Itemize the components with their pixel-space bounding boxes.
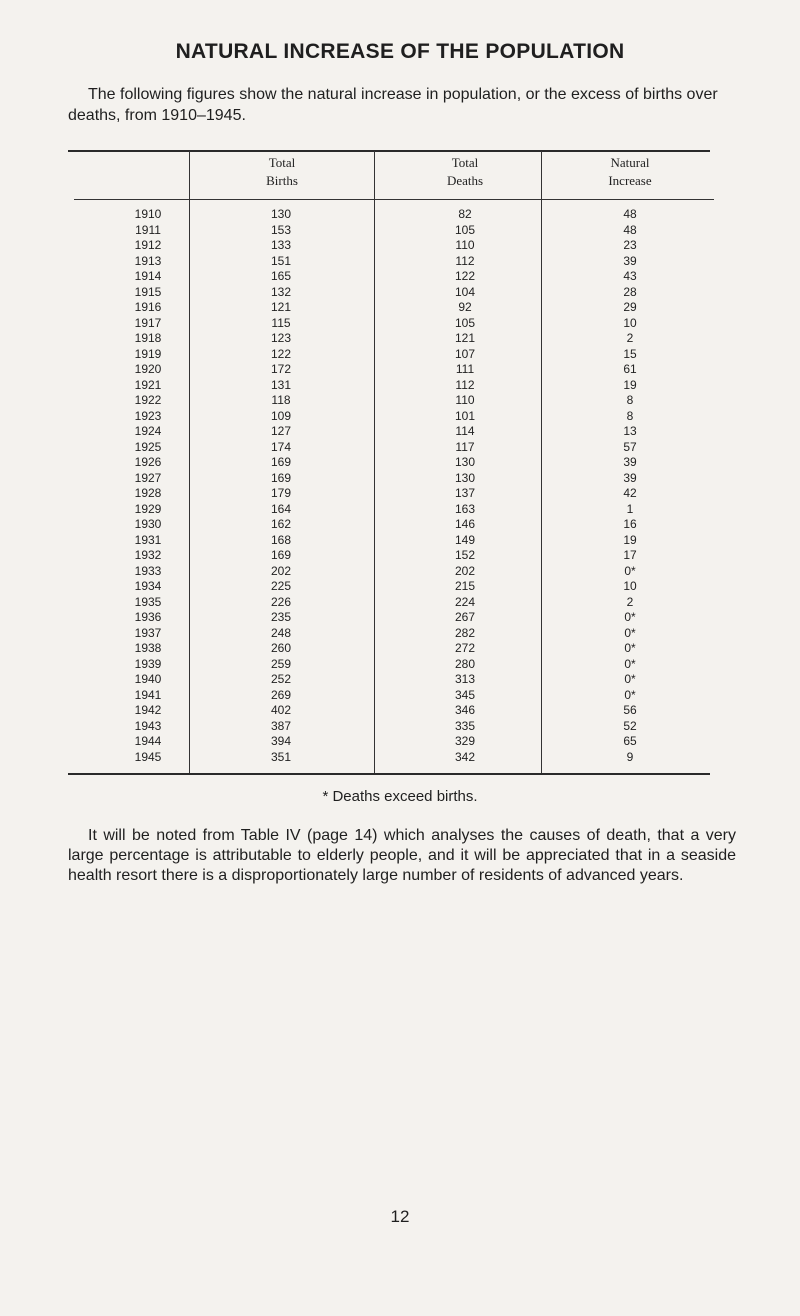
page-number: 12 <box>390 1207 410 1226</box>
deaths-cell: 121 <box>454 331 476 345</box>
natural-increase-cell: 23 <box>623 238 637 252</box>
natural-increase-cell: 8 <box>626 408 634 423</box>
natural-increase-cell: 57 <box>623 439 637 454</box>
deaths-cell: 329 <box>454 734 476 748</box>
natural-increase-cell: 52 <box>623 718 637 733</box>
footnote: * Deaths exceed births. <box>322 788 478 805</box>
year-cell: 1914 <box>134 269 162 283</box>
natural-increase-cell: 2 <box>626 331 634 345</box>
births-cell: 202 <box>270 563 292 578</box>
births-cell: 402 <box>270 703 292 717</box>
deaths-cell: 82 <box>458 207 472 221</box>
deaths-cell: 267 <box>454 610 476 624</box>
deaths-cell: 112 <box>455 253 475 268</box>
births-cell: 394 <box>270 734 292 748</box>
deaths-cell: 111 <box>455 362 475 376</box>
natural-increase-cell: 19 <box>623 377 637 392</box>
natural-increase-cell: 19 <box>623 532 637 547</box>
births-cell: 132 <box>270 284 292 299</box>
births-cell: 164 <box>270 501 292 516</box>
deaths-cell: 117 <box>455 439 475 454</box>
header-total-births: Total Births <box>266 155 298 188</box>
deaths-cell: 345 <box>454 687 476 702</box>
deaths-cell: 202 <box>454 563 476 578</box>
year-cell: 1916 <box>134 300 162 314</box>
year-cell: 1941 <box>134 687 162 702</box>
table-header-rule <box>74 199 714 200</box>
natural-increase-cell: 0* <box>624 687 636 702</box>
births-cell: 172 <box>270 362 292 376</box>
natural-increase-cell: 16 <box>623 517 637 531</box>
deaths-cell: 107 <box>454 346 476 361</box>
year-cell: 1930 <box>134 517 162 531</box>
births-cell: 169 <box>270 548 292 562</box>
births-cell: 226 <box>270 594 292 609</box>
births-cell: 269 <box>270 687 292 702</box>
year-cell: 1917 <box>134 315 162 330</box>
deaths-cell: 163 <box>454 501 476 516</box>
natural-increase-cell: 48 <box>623 207 637 221</box>
year-cell: 1919 <box>134 346 162 361</box>
natural-increase-cell: 39 <box>623 470 637 485</box>
births-cell: 123 <box>270 331 292 345</box>
deaths-cell: 272 <box>454 641 476 655</box>
births-cell: 179 <box>270 486 292 500</box>
intro-paragraph: The following figures show the natural increase in population, or the excess of births over deaths, from 1910–1945. <box>68 86 718 124</box>
population-table <box>0 144 800 774</box>
year-cell: 1923 <box>134 408 162 423</box>
deaths-cell: 346 <box>454 703 476 717</box>
natural-increase-cell: 43 <box>623 269 637 283</box>
year-cell: 1915 <box>134 284 162 299</box>
births-cell: 130 <box>270 207 292 221</box>
year-cell: 1933 <box>134 563 162 578</box>
year-cell: 1912 <box>134 238 162 252</box>
year-cell: 1922 <box>134 393 162 407</box>
year-cell: 1925 <box>134 439 162 454</box>
births-cell: 260 <box>270 641 292 655</box>
natural-increase-cell: 48 <box>623 222 637 237</box>
births-cell: 133 <box>270 238 292 252</box>
births-cell: 168 <box>270 532 292 547</box>
natural-increase-cell: 39 <box>623 455 637 469</box>
deaths-cell: 105 <box>454 315 476 330</box>
year-cell: 1939 <box>134 656 162 671</box>
page-title: NATURAL INCREASE OF THE POPULATION <box>175 40 625 63</box>
births-cell: 248 <box>270 625 292 640</box>
births-cell: 169 <box>270 470 292 485</box>
year-cell: 1938 <box>134 641 162 655</box>
deaths-cell: 215 <box>454 579 476 593</box>
year-cell: 1943 <box>134 718 162 733</box>
births-cell: 162 <box>270 517 292 531</box>
table-bottom-rule <box>68 773 710 775</box>
births-cell: 127 <box>270 424 292 438</box>
deaths-cell: 335 <box>454 718 476 733</box>
births-cell: 121 <box>270 300 292 314</box>
natural-increase-cell: 0* <box>624 563 636 578</box>
births-cell: 259 <box>270 656 292 671</box>
natural-increase-cell: 1 <box>626 501 634 516</box>
year-cell: 1926 <box>134 455 162 469</box>
births-cell: 153 <box>270 222 292 237</box>
header-total-deaths: Total Deaths <box>446 155 484 188</box>
year-cell: 1924 <box>134 424 162 438</box>
natural-increase-cell: 28 <box>623 284 637 299</box>
body-paragraph: It will be noted from Table IV (page 14) which analyses the causes of death, that a very large percentage is attributable to elderly people, and it will be appreciated that in a seaside health resort there is a disproportionately large number of residents of advanced years. <box>68 827 736 884</box>
natural-increase-cell: 42 <box>623 486 637 500</box>
deaths-cell: 114 <box>455 424 475 438</box>
natural-increase-cell: 8 <box>626 393 634 407</box>
year-cell: 1940 <box>134 672 162 686</box>
natural-increase-cell: 10 <box>623 579 637 593</box>
natural-increase-cell: 56 <box>623 703 637 717</box>
natural-increase-cell: 0* <box>624 625 636 640</box>
births-cell: 174 <box>270 439 292 454</box>
year-cell: 1927 <box>134 470 162 485</box>
deaths-cell: 280 <box>454 656 476 671</box>
natural-increase-cell: 29 <box>623 300 637 314</box>
natural-increase-cell: 61 <box>623 362 637 376</box>
deaths-cell: 122 <box>454 269 476 283</box>
deaths-cell: 146 <box>454 517 476 531</box>
year-cell: 1944 <box>134 734 162 748</box>
year-cell: 1910 <box>134 207 162 221</box>
births-cell: 131 <box>270 377 292 392</box>
natural-increase-cell: 65 <box>623 734 637 748</box>
births-cell: 122 <box>270 346 292 361</box>
deaths-cell: 105 <box>454 222 476 237</box>
year-cell: 1942 <box>134 703 162 717</box>
natural-increase-cell: 13 <box>623 424 637 438</box>
natural-increase-cell: 17 <box>623 548 637 562</box>
year-cell: 1911 <box>135 222 161 237</box>
deaths-cell: 101 <box>454 408 476 423</box>
natural-increase-cell: 0* <box>624 656 636 671</box>
births-cell: 235 <box>270 610 292 624</box>
deaths-cell: 137 <box>454 486 476 500</box>
natural-increase-cell: 15 <box>623 346 637 361</box>
natural-increase-cell: 39 <box>623 253 637 268</box>
deaths-cell: 342 <box>454 749 476 764</box>
year-cell: 1935 <box>134 594 162 609</box>
natural-increase-cell: 0* <box>624 610 636 624</box>
natural-increase-cell: 9 <box>626 749 634 764</box>
table-top-rule <box>68 150 710 152</box>
year-cell: 1918 <box>134 331 162 345</box>
deaths-cell: 282 <box>454 625 476 640</box>
year-cell: 1929 <box>134 501 162 516</box>
births-cell: 225 <box>270 579 292 593</box>
deaths-cell: 92 <box>458 300 472 314</box>
year-cell: 1945 <box>134 749 162 764</box>
births-cell: 151 <box>270 253 292 268</box>
deaths-cell: 104 <box>454 284 476 299</box>
year-cell: 1937 <box>134 625 162 640</box>
births-cell: 115 <box>271 315 291 330</box>
year-cell: 1936 <box>134 610 162 624</box>
year-cell: 1928 <box>134 486 162 500</box>
deaths-cell: 110 <box>455 238 475 252</box>
deaths-cell: 224 <box>454 594 476 609</box>
births-cell: 351 <box>270 749 292 764</box>
natural-increase-cell: 0* <box>624 641 636 655</box>
natural-increase-cell: 2 <box>626 594 634 609</box>
year-cell: 1920 <box>134 362 162 376</box>
births-cell: 387 <box>270 718 292 733</box>
year-cell: 1932 <box>134 548 162 562</box>
births-cell: 252 <box>270 672 292 686</box>
births-cell: 118 <box>271 393 291 407</box>
births-cell: 169 <box>270 455 292 469</box>
header-natural-increase: Natural Increase <box>608 155 652 188</box>
year-cell: 1913 <box>134 253 162 268</box>
table-row <box>0 748 800 766</box>
year-cell: 1934 <box>134 579 162 593</box>
births-cell: 109 <box>270 408 292 423</box>
deaths-cell: 152 <box>454 548 476 562</box>
deaths-cell: 149 <box>454 532 476 547</box>
deaths-cell: 110 <box>455 393 475 407</box>
deaths-cell: 130 <box>454 470 476 485</box>
year-cell: 1921 <box>134 377 162 392</box>
natural-increase-cell: 0* <box>624 672 636 686</box>
natural-increase-cell: 10 <box>623 315 637 330</box>
deaths-cell: 112 <box>455 377 475 392</box>
deaths-cell: 130 <box>454 455 476 469</box>
births-cell: 165 <box>270 269 292 283</box>
year-cell: 1931 <box>134 532 162 547</box>
deaths-cell: 313 <box>454 672 476 686</box>
